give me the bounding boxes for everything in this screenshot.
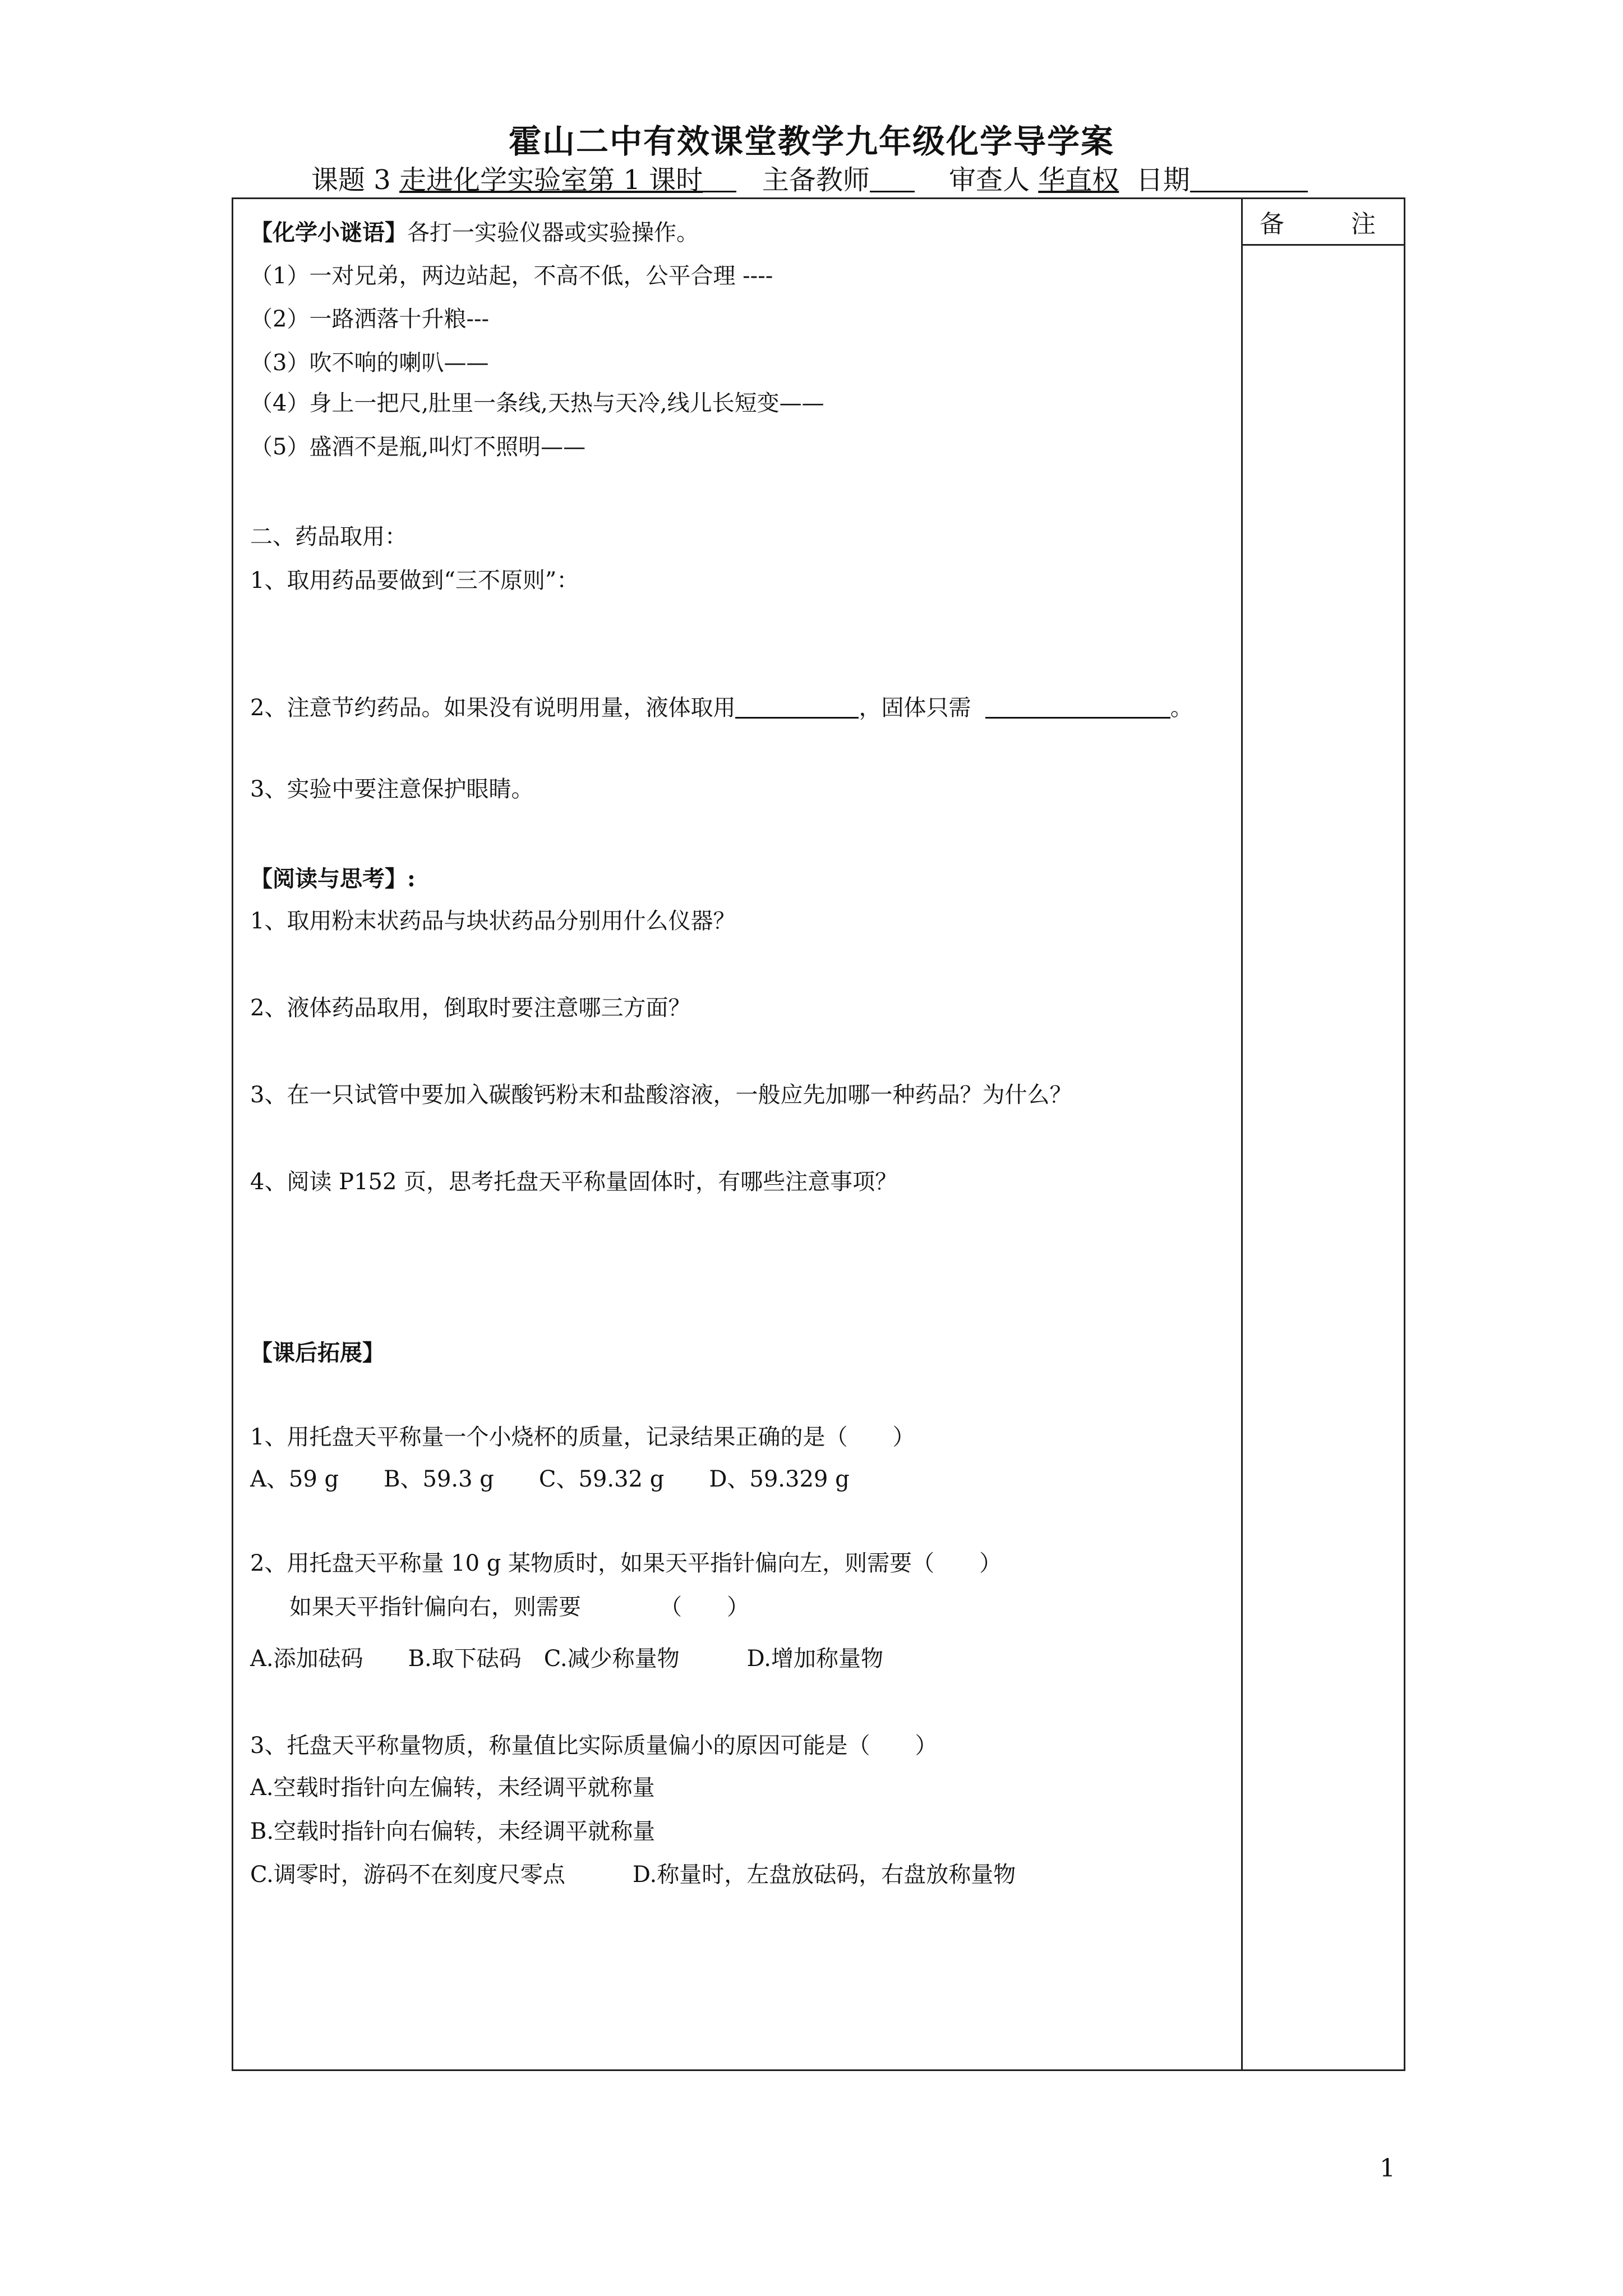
riddle-item: （1）一对兄弟，两边站起，不高不低，公平合理 ---- (250, 263, 773, 289)
document-title: 霍山二中有效课堂教学九年级化学导学案 (508, 122, 1114, 160)
lesson-info-line (311, 158, 1308, 197)
date-label: 日期 (1136, 164, 1190, 196)
reading-question: 4、阅读 P152 页，思考托盘天平称量固体时，有哪些注意事项？ (250, 1169, 898, 1195)
date-blank (1190, 166, 1308, 192)
content-column (233, 199, 1243, 2069)
reading-question: 2、液体药品取用，倒取时要注意哪三方面？ (250, 995, 691, 1021)
extension-q3: 3、托盘天平称量物质，称量值比实际质量偏小的原因可能是（ ） (250, 1733, 938, 1759)
topic-blank (703, 166, 736, 192)
section2-item3: 3、实验中要注意保护眼睛。 (250, 776, 534, 802)
extension-q2: 2、用托盘天平称量 10 g 某物质时，如果天平指针偏向左，则需要（ ） (250, 1550, 1002, 1576)
reading-heading: 【阅读与思考】: (250, 866, 416, 892)
notes-label-2: 注 (1351, 210, 1376, 238)
notes-column (1241, 199, 1404, 2069)
worksheet-table (232, 197, 1405, 2071)
riddle-item: （2）一路洒落十升粮--- (250, 306, 489, 332)
section2-item2: 2、注意节约药品。如果没有说明用量，液体取用 ，固体只需 。 (250, 695, 1193, 721)
notes-label-1: 备 (1260, 210, 1284, 238)
section2-heading: 二、药品取用： (250, 524, 407, 550)
riddle-item: （4）身上一把尺,肚里一条线,天热与天冷,线儿长短变—— (250, 390, 824, 416)
lesson-topic: 走进化学实验室第 1 课时 (399, 164, 703, 196)
extension-heading: 【课后拓展】 (250, 1340, 385, 1366)
riddle-item: （3）吹不响的喇叭—— (250, 350, 489, 376)
extension-q2-options: A.添加砝码 B.取下砝码 C.减少称量物 D.增加称量物 (250, 1646, 883, 1672)
section2-item1: 1、取用药品要做到“三不原则”： (250, 568, 579, 593)
riddles-heading-line (250, 215, 699, 247)
extension-q3-options-cd: C.调零时，游码不在刻度尺零点 D.称量时，左盘放砝码，右盘放称量物 (250, 1862, 1016, 1888)
topic-prefix: 课题 3 (311, 164, 391, 196)
preparer-label: 主备教师 (762, 164, 870, 196)
riddle-item: （5）盛酒不是瓶,叫灯不照明—— (250, 434, 586, 460)
riddles-heading: 【化学小谜语】 (250, 219, 407, 246)
preparer-blank (870, 166, 915, 192)
reading-question: 3、在一只试管中要加入碳酸钙粉末和盐酸溶液，一般应先加哪一种药品？为什么？ (250, 1082, 1072, 1108)
extension-q3-option-a: A.空载时指针向左偏转，未经调平就称量 (250, 1775, 655, 1801)
reviewer-label: 审查人 (948, 164, 1030, 196)
extension-q3-option-b: B.空载时指针向右偏转，未经调平就称量 (250, 1819, 656, 1844)
reading-question: 1、取用粉末状药品与块状药品分别用什么仪器？ (250, 908, 736, 934)
notes-header (1243, 199, 1404, 246)
solid-amount-blank (985, 694, 1170, 719)
reviewer-name: 华直权 (1038, 164, 1119, 196)
extension-q1-options: A、59 g B、59.3 g C、59.32 g D、59.329 g (250, 1466, 850, 1492)
riddles-intro: 各打一实验仪器或实验操作。 (407, 220, 699, 246)
extension-q1: 1、用托盘天平称量一个小烧杯的质量，记录结果正确的是（ ） (250, 1424, 915, 1450)
liquid-amount-blank (735, 694, 859, 719)
page-number: 1 (1380, 2154, 1395, 2183)
extension-q2-line2: 如果天平指针偏向右，则需要 （ ） (289, 1594, 749, 1620)
